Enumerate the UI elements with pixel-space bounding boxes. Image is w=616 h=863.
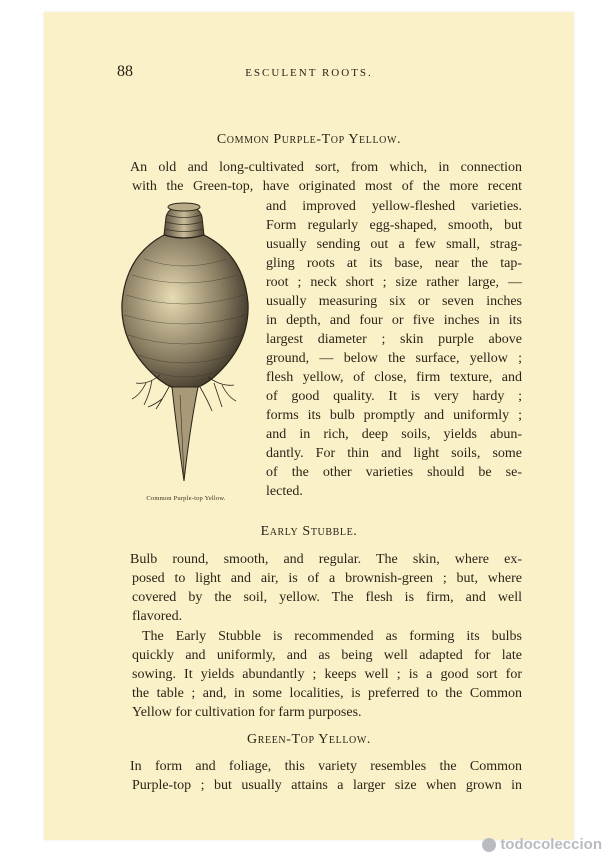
watermark-logo-icon (482, 838, 496, 852)
paragraph-line: covered by the soil, yellow. The flesh is firm, and well (132, 590, 522, 605)
paragraph-line: ground, — below the surface, yellow ; (266, 351, 522, 366)
paragraph-line: usually measuring six or seven inches (266, 294, 522, 309)
figure-caption: Common Purple-top Yellow. (146, 495, 226, 502)
turnip-illustration (110, 195, 258, 485)
paragraph-line: and improved yellow-fleshed varieties. (266, 199, 522, 214)
paragraph-line: The Early Stubble is recommended as forming its bulbs (142, 629, 522, 644)
paragraph-line: in depth, and four or five inches in its (266, 313, 522, 328)
paragraph-line: dantly. For thin and light soils, some (266, 446, 522, 461)
paragraph-line: An old and long-cultivated sort, from which, in connection (130, 160, 522, 175)
paragraph-line: largest diameter ; skin purple above (266, 332, 522, 347)
paragraph-line: of good quality. It is very hardy ; (266, 389, 522, 404)
paragraph-line: root ; neck short ; size rather large, — (266, 275, 522, 290)
paragraph-line: flesh yellow, of close, firm texture, and (266, 370, 522, 385)
paragraph-line: Purple-top ; but usually attains a larger size when grown in (132, 778, 522, 793)
paragraph-line: Bulb round, smooth, and regular. The skin, where ex- (130, 552, 522, 567)
section-title-purple-top: Common Purple-Top Yellow. (216, 132, 402, 147)
page-number: 88 (117, 63, 133, 80)
section-title-early-stubble: Early Stubble. (260, 524, 358, 539)
paragraph-line: and in rich, deep soils, yields abun- (266, 427, 522, 442)
paragraph-line: In form and foliage, this variety resembles the Common (130, 759, 522, 774)
paragraph-line: with the Green-top, have originated most of the more recent (132, 179, 522, 194)
watermark-text: todocoleccion (500, 836, 602, 853)
paragraph-line: sowing. It yields abundantly ; keeps well ; is a good sort for (132, 667, 522, 682)
paragraph-line: flavored. (132, 609, 183, 624)
paragraph-line: Yellow for cultivation for farm purposes. (132, 705, 362, 720)
paragraph-line: gling roots at its base, near the tap- (266, 256, 522, 271)
watermark (482, 836, 602, 853)
paragraph-line: usually sending out a few small, strag- (266, 237, 522, 252)
paragraph-line: posed to light and air, is of a brownish-green ; but, where (132, 571, 522, 586)
paragraph-line: of the other varieties should be se- (266, 465, 522, 480)
paragraph-line: quickly and uniformly, and as being well adapted for late (132, 648, 522, 663)
paragraph-line: Form regularly egg-shaped, smooth, but (266, 218, 522, 233)
paragraph-line: the table ; and, in some localities, is preferred to the Common (132, 686, 522, 701)
section-title-green-top: Green-Top Yellow. (247, 732, 371, 747)
paragraph-line: forms its bulb promptly and uniformly ; (266, 408, 522, 423)
running-title: ESCULENT ROOTS. (245, 67, 373, 79)
paragraph-line: lected. (266, 484, 303, 499)
book-page (44, 12, 574, 840)
